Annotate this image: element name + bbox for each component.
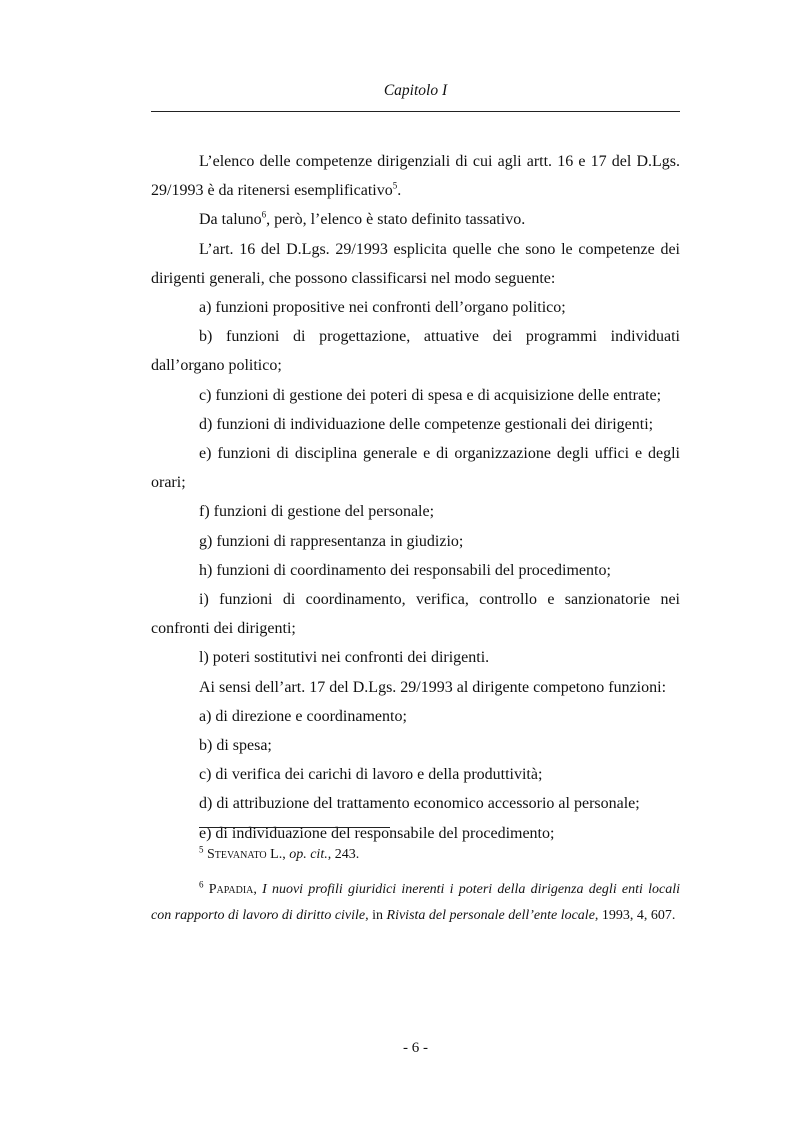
footnote-6-end: , 1993, 4, 607. xyxy=(594,908,676,923)
paragraph-2-end: , però, l’elenco è stato definito tassativo. xyxy=(266,211,526,229)
footnote-6-journal: Rivista del personale dell’ente locale xyxy=(386,908,595,923)
list-item: e) di individuazione del responsabile del procedimento; xyxy=(199,824,555,842)
paragraph-1-text: L’elenco delle competenze dirigenziali di cui agli artt. 16 e 17 del D.Lgs. 29/1993 è da ritenersi esemplificativo xyxy=(151,153,680,200)
list-item: b) funzioni di progettazione, attuative dei programmi individuati dall’organo politico; xyxy=(151,328,680,375)
footnote-6-sep: , xyxy=(253,882,263,897)
footnote-5 xyxy=(151,842,680,868)
footnote-6-title: I nuovi profili giuridici inerenti i poteri della dirigenza degli enti locali con rapporto di lavoro di diritto civile xyxy=(151,882,681,923)
footnote-ref-6[interactable]: 6 xyxy=(261,210,267,221)
list-item: h) funzioni di coordinamento dei responsabili del procedimento; xyxy=(199,561,611,579)
list-item: l) poteri sostitutivi nei confronti dei dirigenti. xyxy=(199,649,490,667)
list-item: a) funzioni propositive nei confronti dell’organo politico; xyxy=(199,299,566,317)
paragraph-2-text: Da taluno xyxy=(199,211,262,229)
paragraph-4: Ai sensi dell’art. 17 del D.Lgs. 29/1993 al dirigente competono funzioni: xyxy=(199,678,667,696)
footnote-5-number: 5 xyxy=(199,844,204,855)
list-item: d) di attribuzione del trattamento economico accessorio al personale; xyxy=(199,795,640,813)
chapter-header: Capitolo I xyxy=(383,82,448,99)
list-item: b) di spesa; xyxy=(199,737,272,755)
paragraph-3: L’art. 16 del D.Lgs. 29/1993 esplicita quelle che sono le competenze dei dirigenti generali, che possono classificarsi nel modo seguente: xyxy=(151,240,680,287)
footnote-5-author: Stevanato xyxy=(207,847,267,862)
page-number: - 6 - xyxy=(403,1040,428,1056)
footnote-6-author: Papadia xyxy=(208,882,254,897)
list-item: e) funzioni di disciplina generale e di organizzazione degli uffici e degli orari; xyxy=(151,445,680,492)
paragraph-1 xyxy=(151,147,680,205)
footnotes xyxy=(151,842,680,938)
paragraph-2 xyxy=(151,205,680,234)
header-rule xyxy=(151,111,680,112)
footnote-5-end: , 243. xyxy=(327,847,360,862)
footnote-ref-5[interactable]: 5 xyxy=(392,180,398,191)
list-item: f) funzioni di gestione del personale; xyxy=(199,503,435,521)
paragraph-1-end: . xyxy=(397,182,402,200)
footnote-5-cit: op. cit. xyxy=(289,847,328,862)
list-item: a) di direzione e coordinamento; xyxy=(199,707,407,725)
list-item: c) funzioni di gestione dei poteri di spesa e di acquisizione delle entrate; xyxy=(199,386,662,404)
list-item: g) funzioni di rappresentanza in giudizio; xyxy=(199,532,464,550)
list-item: d) funzioni di individuazione delle competenze gestionali dei dirigenti; xyxy=(199,415,654,433)
body-text xyxy=(151,147,680,848)
list-item: c) di verifica dei carichi di lavoro e della produttività; xyxy=(199,766,543,784)
footnote-6-number: 6 xyxy=(199,879,204,890)
footnote-6-mid: , in xyxy=(365,908,387,923)
footnote-5-rest: L., xyxy=(266,847,290,862)
list-item: i) funzioni di coordinamento, verifica, controllo e sanzionatorie nei confronti dei dirigenti; xyxy=(151,591,680,638)
footnote-separator xyxy=(199,827,390,828)
footnote-6 xyxy=(151,877,680,929)
